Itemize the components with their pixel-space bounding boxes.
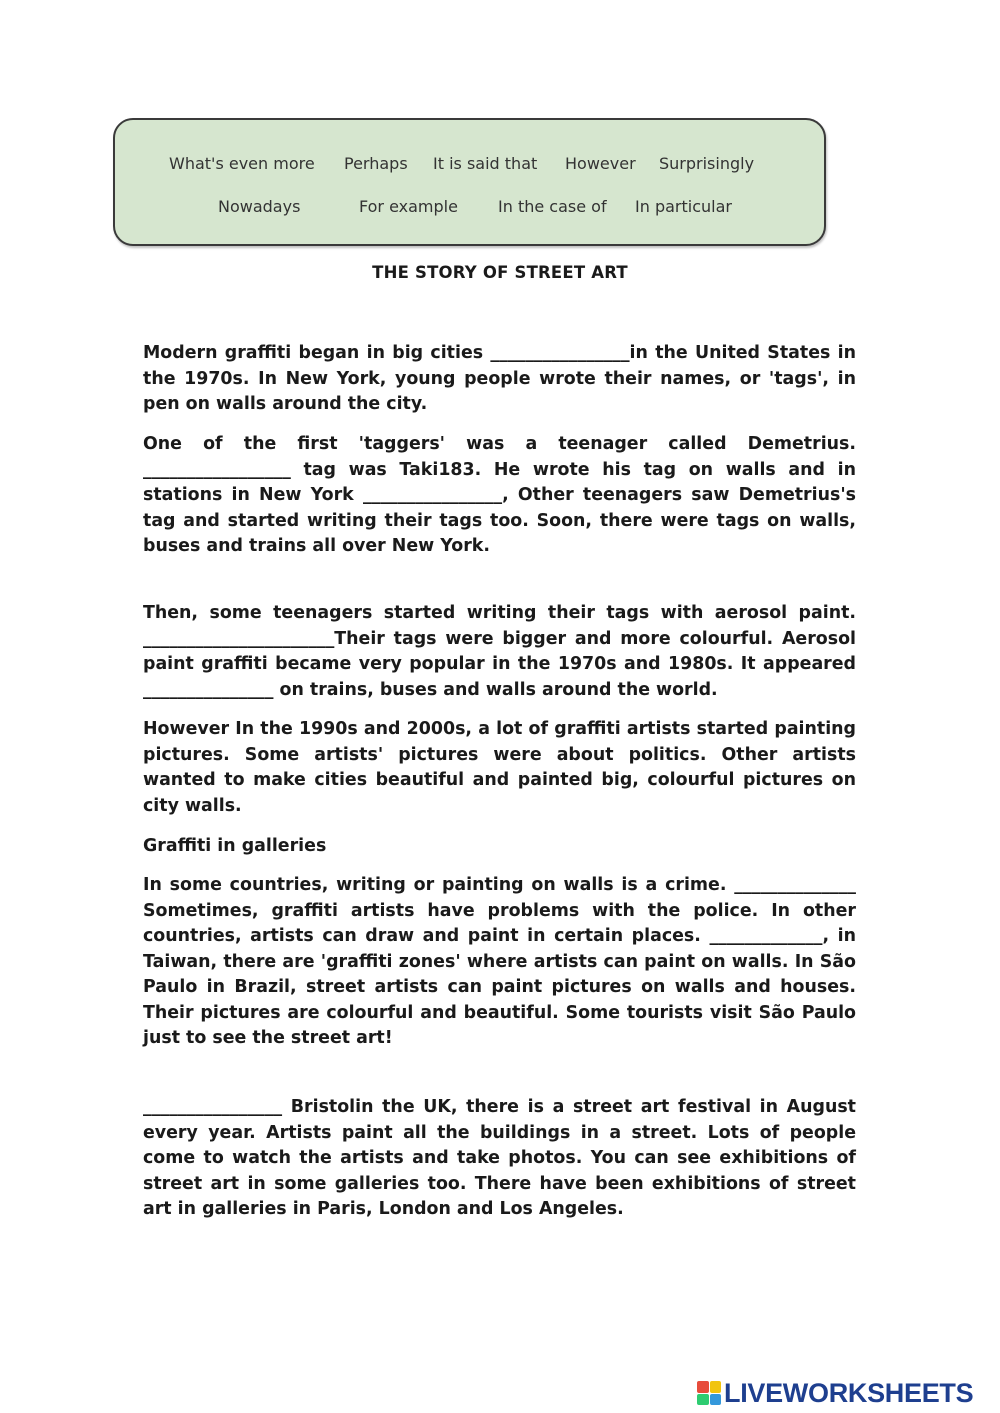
- text-segment: on trains, buses and walls around the world.: [273, 679, 718, 700]
- text-segment: in the United States in the 1970s. In New York, young people wrote their names, or 'tags', in pen on walls around the city.: [143, 343, 856, 414]
- word-bank-item: Perhaps: [344, 154, 408, 173]
- page-title: THE STORY OF STREET ART: [372, 263, 628, 282]
- answer-blank[interactable]: ______________: [734, 875, 856, 895]
- text-segment: However In the 1990s and 2000s, a lot of graffiti artists started painting pictures. Some artists' pictures were about politics. Other artists wanted to make cities beautiful and painted big, colourful pictures on city walls.: [143, 719, 856, 816]
- word-bank-item: In particular: [635, 197, 732, 216]
- word-bank-item: It is said that: [433, 154, 538, 173]
- word-bank-item: Surprisingly: [659, 154, 755, 173]
- paragraph-5: [143, 873, 856, 1052]
- paragraph-1: [143, 341, 856, 418]
- answer-blank[interactable]: _____________: [709, 926, 823, 946]
- text-segment: Modern graffiti began in big cities: [143, 343, 491, 363]
- text-segment: Then, some teenagers started writing their tags with aerosol paint.: [143, 603, 856, 623]
- text-segment: One of the first 'taggers' was a teenager called Demetrius.: [143, 434, 856, 454]
- answer-blank[interactable]: ______________________: [143, 628, 335, 649]
- logo-square: [710, 1381, 722, 1393]
- liveworksheets-logo: [697, 1378, 973, 1408]
- word-bank-box: [113, 118, 826, 246]
- answer-blank[interactable]: ________________: [362, 485, 503, 505]
- text-segment: In some countries, writing or painting on walls is a crime.: [143, 875, 735, 895]
- word-bank-item: In the case of: [498, 197, 607, 216]
- logo-square: [697, 1381, 709, 1393]
- paragraph-4: [143, 717, 856, 819]
- paragraph-6: [143, 1095, 856, 1223]
- text-segment: Sometimes, graffiti artists have problems with the police. In other countries, artists can draw and paint in certain places.: [143, 900, 856, 946]
- word-bank-item: However: [565, 154, 636, 173]
- word-bank-item: For example: [359, 197, 458, 216]
- text-segment: , Other teenagers saw Demetrius's tag and started writing their tags too. Soon, there were tags on walls, buses and trains all over New York.: [143, 485, 856, 556]
- text-segment: , in Taiwan, there are 'graffiti zones' where artists can paint on walls. In São Paulo in Brazil, street artists can paint pictures on walls and houses. Their pictures are colourful and beautiful. Some tourists visit São Paulo just to see the street art!: [143, 926, 856, 1048]
- subheading: Graffiti in galleries: [143, 836, 327, 856]
- answer-blank[interactable]: _______________: [143, 679, 274, 700]
- word-bank-item: What's even more: [169, 154, 315, 173]
- logo-square: [697, 1394, 709, 1406]
- logo-mark-icon: [697, 1381, 721, 1405]
- logo-text: LIVEWORKSHEETS: [724, 1377, 974, 1408]
- answer-blank[interactable]: _________________: [143, 459, 291, 480]
- text-segment: Their tags were bigger and more colourful. Aerosol paint graffiti became very popular in the 1970s and 1980s. It appeared: [143, 628, 856, 674]
- paragraph-3: [143, 601, 856, 703]
- paragraph-2: [143, 432, 856, 560]
- answer-blank[interactable]: ________________: [143, 1097, 283, 1117]
- text-segment: Bristolin the UK, there is a street art festival in August every year. Artists paint all the buildings in a street. Lots of people come to watch the artists and take photos. You can see exhibitions of street art in some galleries too. There have been exhibitions of street art in galleries in Paris, London and Los Angeles.: [143, 1097, 856, 1219]
- text-segment: tag was Taki183. He wrote his tag on walls and in stations in New York: [143, 459, 856, 505]
- logo-square: [710, 1394, 722, 1406]
- word-bank-item: Nowadays: [218, 197, 301, 216]
- answer-blank[interactable]: ________________: [490, 343, 630, 363]
